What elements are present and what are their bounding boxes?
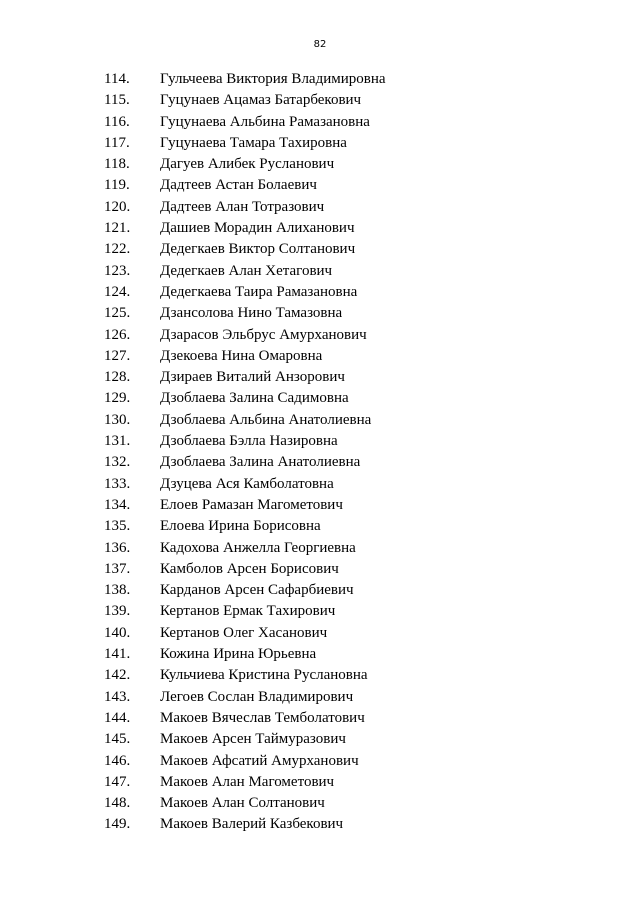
- entry-name: Елоева Ирина Борисовна: [160, 518, 321, 535]
- entry-name: Макоев Алан Солтанович: [160, 795, 325, 812]
- entry-name: Кожина Ирина Юрьевна: [160, 646, 317, 663]
- entry-number: 134.: [104, 496, 131, 513]
- entry-name: Макоев Вячеслав Темболатович: [160, 709, 365, 726]
- entry-name: Дзуцева Ася Камболатовна: [160, 475, 334, 492]
- list-item: [0, 751, 640, 772]
- entry-name: Дедегкаев Виктор Солтанович: [160, 241, 356, 258]
- list-item: [0, 69, 640, 90]
- entry-number: 148.: [104, 795, 131, 812]
- entry-number: 131.: [104, 433, 131, 450]
- entry-number: 141.: [104, 646, 131, 663]
- entry-number: 144.: [104, 709, 131, 726]
- entry-name: Гуцунаева Альбина Рамазановна: [160, 113, 370, 130]
- entry-number: 128.: [104, 369, 131, 386]
- entry-number: 135.: [104, 518, 131, 535]
- list-item: [0, 601, 640, 622]
- entry-name: Макоев Алан Магометович: [160, 773, 335, 790]
- entry-number: 118.: [104, 156, 130, 173]
- list-item: [0, 175, 640, 196]
- entry-number: 116.: [104, 113, 130, 130]
- list-item: [0, 325, 640, 346]
- entry-number: 127.: [104, 347, 131, 364]
- entry-name: Дзоблаева Альбина Анатолиевна: [160, 411, 372, 428]
- entry-name: Дагуев Алибек Русланович: [160, 156, 335, 173]
- list-item: [0, 367, 640, 388]
- list-item: [0, 793, 640, 814]
- entry-number: 119.: [104, 177, 130, 194]
- entry-number: 117.: [104, 134, 130, 151]
- entry-name: Дзоблаева Залина Анатолиевна: [160, 454, 361, 471]
- entry-name: Дзекоева Нина Омаровна: [160, 347, 323, 364]
- entry-number: 123.: [104, 262, 131, 279]
- list-item: [0, 239, 640, 260]
- list-item: [0, 410, 640, 431]
- entry-name: Макоев Арсен Таймуразович: [160, 731, 346, 748]
- entry-number: 149.: [104, 816, 131, 833]
- entry-number: 142.: [104, 667, 131, 684]
- entry-number: 136.: [104, 539, 131, 556]
- entry-name: Дзоблаева Бэлла Назировна: [160, 433, 338, 450]
- list-item: [0, 197, 640, 218]
- entry-name: Дзарасов Эльбрус Амурханович: [160, 326, 367, 343]
- list-item: [0, 772, 640, 793]
- entry-number: 125.: [104, 305, 131, 322]
- entry-name: Макоев Афсатий Амурханович: [160, 752, 359, 769]
- entry-number: 124.: [104, 283, 131, 300]
- entry-number: 140.: [104, 624, 131, 641]
- list-item: [0, 282, 640, 303]
- name-list: [0, 69, 640, 836]
- entry-number: 121.: [104, 220, 131, 237]
- list-item: [0, 154, 640, 175]
- entry-name: Кертанов Олег Хасанович: [160, 624, 328, 641]
- entry-number: 145.: [104, 731, 131, 748]
- list-item: [0, 261, 640, 282]
- list-item: [0, 303, 640, 324]
- entry-number: 147.: [104, 773, 131, 790]
- entry-number: 120.: [104, 198, 131, 215]
- entry-name: Дедегкаева Таира Рамазановна: [160, 283, 358, 300]
- entry-name: Кертанов Ермак Тахирович: [160, 603, 336, 620]
- entry-number: 137.: [104, 560, 131, 577]
- entry-number: 132.: [104, 454, 131, 471]
- entry-name: Дадтеев Алан Тотразович: [160, 198, 325, 215]
- list-item: [0, 346, 640, 367]
- list-item: [0, 112, 640, 133]
- entry-number: 130.: [104, 411, 131, 428]
- list-item: [0, 133, 640, 154]
- entry-number: 122.: [104, 241, 131, 258]
- list-item: [0, 474, 640, 495]
- list-item: [0, 729, 640, 750]
- entry-number: 139.: [104, 603, 131, 620]
- entry-number: 133.: [104, 475, 131, 492]
- list-item: [0, 665, 640, 686]
- entry-name: Дедегкаев Алан Хетагович: [160, 262, 333, 279]
- entry-name: Кадохова Анжелла Георгиевна: [160, 539, 356, 556]
- entry-name: Дзираев Виталий Анзорович: [160, 369, 345, 386]
- entry-number: 138.: [104, 582, 131, 599]
- list-item: [0, 623, 640, 644]
- list-item: [0, 452, 640, 473]
- entry-name: Дадтеев Астан Болаевич: [160, 177, 317, 194]
- entry-number: 143.: [104, 688, 131, 705]
- entry-name: Карданов Арсен Сафарбиевич: [160, 582, 354, 599]
- list-item: [0, 495, 640, 516]
- entry-number: 129.: [104, 390, 131, 407]
- list-item: [0, 559, 640, 580]
- entry-name: Макоев Валерий Казбекович: [160, 816, 344, 833]
- entry-name: Дзоблаева Залина Садимовна: [160, 390, 349, 407]
- entry-name: Кульчиева Кристина Руслановна: [160, 667, 368, 684]
- list-item: [0, 687, 640, 708]
- list-item: [0, 644, 640, 665]
- list-item: [0, 708, 640, 729]
- entry-name: Дзансолова Нино Тамазовна: [160, 305, 343, 322]
- entry-number: 146.: [104, 752, 131, 769]
- page-number: 82: [313, 39, 327, 50]
- list-item: [0, 431, 640, 452]
- list-item: [0, 388, 640, 409]
- list-item: [0, 814, 640, 835]
- list-item: [0, 90, 640, 111]
- list-item: [0, 538, 640, 559]
- entry-name: Гуцунаева Тамара Тахировна: [160, 134, 347, 151]
- entry-number: 115.: [104, 92, 130, 109]
- entry-name: Гульчеева Виктория Владимировна: [160, 71, 386, 87]
- entry-name: Легоев Сослан Владимирович: [160, 688, 354, 705]
- entry-name: Елоев Рамазан Магометович: [160, 496, 343, 513]
- list-item: [0, 516, 640, 537]
- entry-number: 126.: [104, 326, 131, 343]
- list-item: [0, 580, 640, 601]
- list-item: [0, 218, 640, 239]
- entry-name: Дашиев Морадин Алиханович: [160, 220, 355, 237]
- entry-name: Камболов Арсен Борисович: [160, 560, 339, 577]
- entry-number: 114.: [104, 71, 130, 87]
- entry-name: Гуцунаев Ацамаз Батарбекович: [160, 92, 362, 109]
